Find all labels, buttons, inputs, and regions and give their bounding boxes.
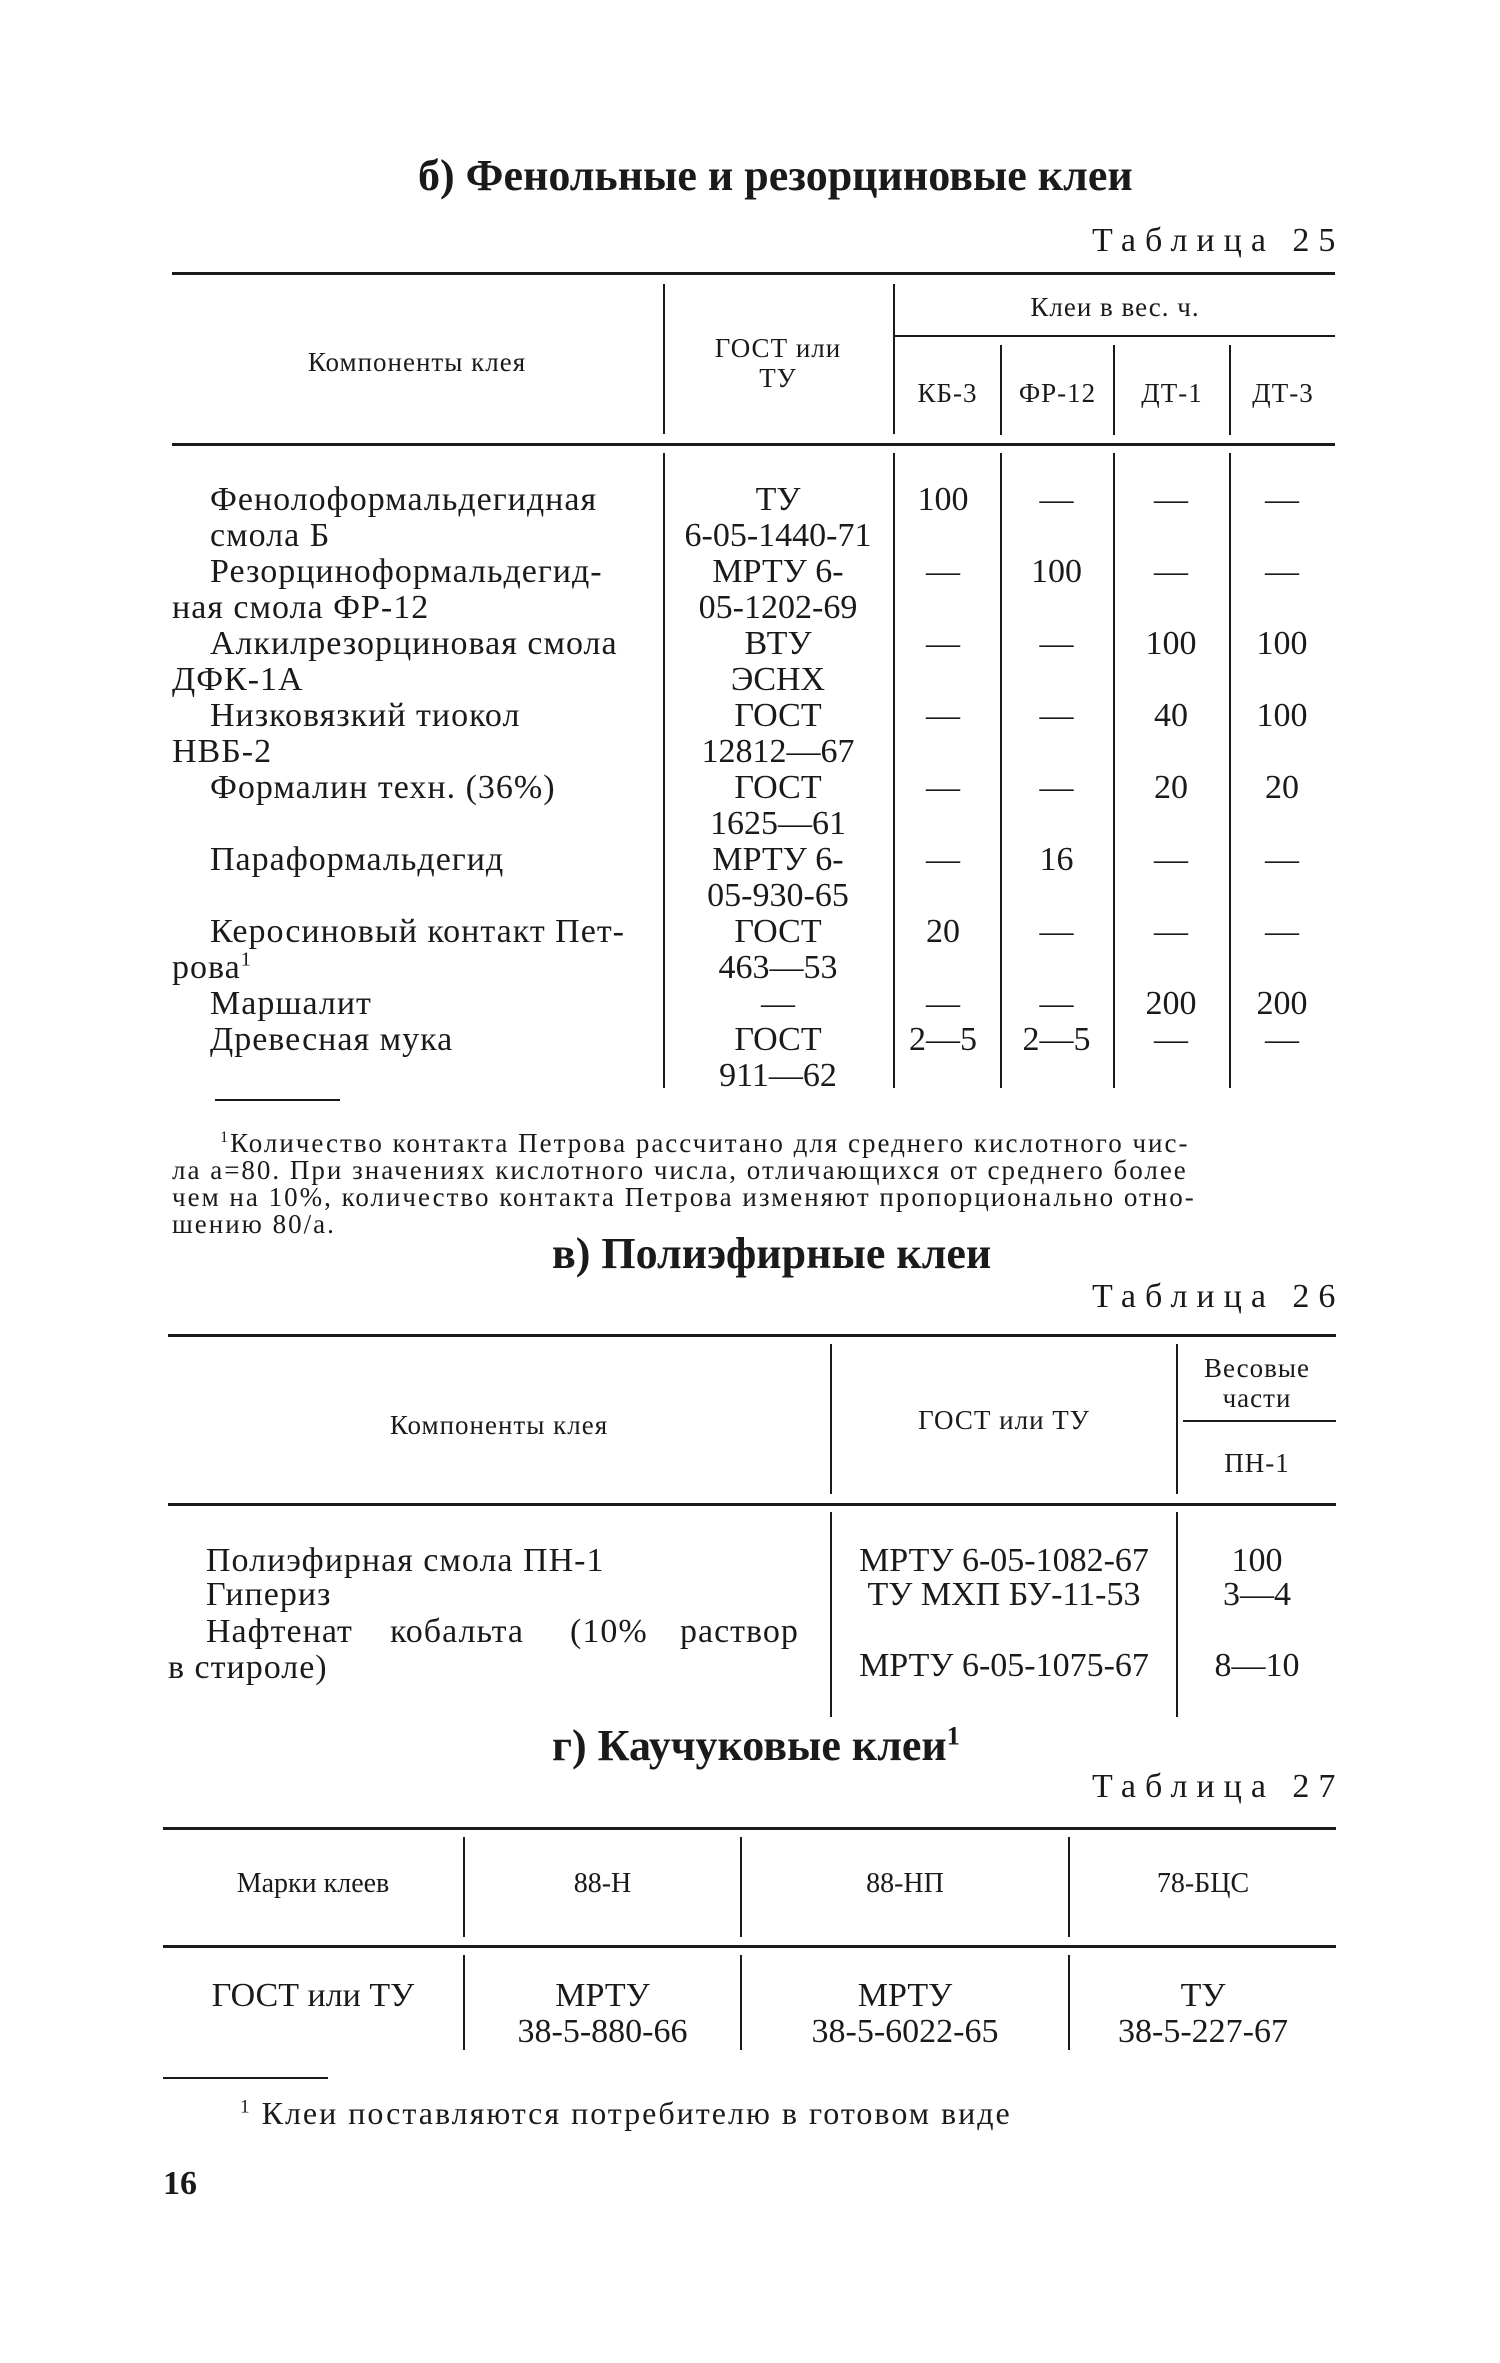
page-number: 16 bbox=[163, 2165, 197, 2202]
component-name: Древесная мука bbox=[210, 1021, 454, 1058]
header-gost-line2: ТУ bbox=[759, 363, 797, 393]
component-name: Керосиновый контакт Пет- bbox=[210, 913, 625, 950]
header-weight-line2: части bbox=[1222, 1383, 1292, 1413]
gost-cell: 12812—67 bbox=[701, 733, 855, 770]
value-cell: — bbox=[926, 697, 960, 734]
header-col-pn1: ПН-1 bbox=[1224, 1448, 1290, 1478]
header-col-kb3: КБ-3 bbox=[917, 378, 978, 408]
value-cell: 200 bbox=[1145, 985, 1197, 1022]
gost-cell: МРТУ 6- bbox=[712, 553, 844, 590]
gost-cell: 05-1202-69 bbox=[698, 589, 858, 626]
header-weight-line1: Весовые bbox=[1203, 1353, 1311, 1383]
value-cell: — bbox=[1039, 697, 1074, 734]
header-gost-line1: ГОСТ или bbox=[714, 333, 842, 363]
gost-cell: 463—53 bbox=[718, 949, 838, 986]
footnote-line: чем на 10%, количество контакта Петрова изменяют пропорционально отно- bbox=[172, 1182, 1196, 1212]
footnote-mark: 1 bbox=[946, 1720, 960, 1751]
row-label: ГОСТ или ТУ bbox=[211, 1977, 415, 2014]
value-cell: — bbox=[1039, 481, 1074, 518]
header-col-dt3: ДТ-3 bbox=[1252, 378, 1314, 408]
gost-cell: 911—62 bbox=[719, 1057, 837, 1094]
gost-cell: ВТУ bbox=[744, 625, 812, 662]
component-name: Маршалит bbox=[210, 985, 372, 1022]
header-col-fr12: ФР-12 bbox=[1018, 378, 1097, 408]
value-cell: 2—5 bbox=[909, 1021, 977, 1058]
footnote-mark: 1 bbox=[220, 1128, 231, 1146]
footnote-mark: 1 bbox=[240, 2096, 252, 2118]
value-cell: — bbox=[1265, 1021, 1299, 1058]
value-cell: 40 bbox=[1154, 697, 1188, 734]
header-brands: Марки клеев bbox=[236, 1868, 390, 1899]
component-name: Резорциноформальдегид- bbox=[210, 553, 603, 590]
component-name: Полиэфирная смола ПН-1 bbox=[206, 1542, 605, 1579]
value-cell: — bbox=[926, 985, 960, 1022]
gost-cell: ЭСНХ bbox=[730, 661, 826, 698]
component-name: Параформальдегид bbox=[210, 841, 505, 878]
component-name: Формалин техн. (36%) bbox=[210, 769, 556, 806]
value-cell: 100 bbox=[1256, 697, 1308, 734]
header-88np: 88-НП bbox=[866, 1868, 944, 1899]
value-cell: 3—4 bbox=[1223, 1576, 1291, 1613]
gost-cell: ТУ bbox=[1180, 1977, 1226, 2014]
value-cell: 100 bbox=[1031, 553, 1082, 590]
value-cell: — bbox=[926, 769, 960, 806]
component-name: ная смола ФР-12 bbox=[172, 589, 430, 626]
component-name: в стироле) bbox=[168, 1649, 328, 1686]
value-cell: 100 bbox=[1256, 625, 1308, 662]
component-name: Фенолоформальдегидная bbox=[210, 481, 598, 518]
gost-cell: МРТУ 6-05-1082-67 bbox=[859, 1542, 1149, 1579]
table-25-caption: Таблица 25 bbox=[1092, 222, 1345, 259]
component-name bbox=[172, 950, 252, 986]
value-cell: — bbox=[1265, 553, 1299, 590]
footnote-text: Клеи поставляются потребителю в готовом виде bbox=[261, 2095, 1012, 2131]
header-col-dt1: ДТ-1 bbox=[1141, 378, 1203, 408]
value-cell: — bbox=[926, 553, 960, 590]
gost-cell: ТУ bbox=[755, 481, 801, 518]
value-cell: — bbox=[1154, 553, 1188, 590]
component-name: смола Б bbox=[210, 517, 331, 554]
value-cell: — bbox=[1039, 985, 1074, 1022]
component-name-word: (10% bbox=[570, 1613, 648, 1650]
header-group: Клеи в вес. ч. bbox=[1030, 292, 1200, 322]
header-components: Компоненты клея bbox=[307, 347, 527, 377]
component-name-word: Нафтенат bbox=[206, 1613, 353, 1650]
value-cell: 100 bbox=[917, 481, 969, 518]
value-cell: — bbox=[1039, 769, 1074, 806]
value-cell: 20 bbox=[1154, 769, 1188, 806]
value-cell: — bbox=[1154, 913, 1188, 950]
gost-cell: ГОСТ bbox=[734, 769, 822, 806]
gost-cell: 1625—61 bbox=[710, 805, 846, 842]
footnote-rule bbox=[163, 2077, 328, 2079]
header-components: Компоненты клея bbox=[389, 1410, 609, 1440]
value-cell: 200 bbox=[1256, 985, 1308, 1022]
header-78bcs: 78-БЦС bbox=[1156, 1868, 1250, 1899]
value-cell: 100 bbox=[1145, 625, 1197, 662]
footnote-mark: 1 bbox=[240, 948, 252, 971]
gost-cell: МРТУ 6- bbox=[712, 841, 844, 878]
value-cell: — bbox=[1265, 481, 1299, 518]
footnote-rule bbox=[215, 1099, 340, 1101]
component-name-word: раствор bbox=[680, 1613, 799, 1650]
component-name-part: рова bbox=[172, 949, 241, 986]
value-cell: — bbox=[926, 625, 960, 662]
gost-cell: ГОСТ bbox=[734, 697, 822, 734]
gost-cell: 05-930-65 bbox=[707, 877, 849, 914]
gost-cell: 38-5-227-67 bbox=[1118, 2013, 1288, 2050]
section-g-heading bbox=[552, 1720, 960, 1771]
footnote-line: шению 80/a. bbox=[172, 1209, 336, 1239]
footnote-line: ла a=80. При значениях кислотного числа, отличающихся от среднего более bbox=[172, 1155, 1188, 1185]
table-27-caption: Таблица 27 bbox=[1092, 1768, 1345, 1805]
footnote-line bbox=[220, 1130, 1189, 1157]
gost-cell: МРТУ 6-05-1075-67 bbox=[859, 1647, 1149, 1684]
gost-cell: МРТУ bbox=[857, 1977, 953, 2014]
component-name: Алкилрезорциновая смола bbox=[210, 625, 618, 662]
value-cell: — bbox=[1154, 1021, 1188, 1058]
table-26-caption: Таблица 26 bbox=[1092, 1278, 1345, 1315]
component-name: ДФК-1А bbox=[172, 661, 304, 698]
component-name: Низковязкий тиокол bbox=[210, 697, 521, 734]
gost-cell: 6-05-1440-71 bbox=[684, 517, 872, 554]
value-cell: — bbox=[1154, 841, 1188, 878]
gost-cell: 38-5-6022-65 bbox=[811, 2013, 999, 2050]
value-cell: 100 bbox=[1231, 1542, 1283, 1579]
section-g-heading-text: г) Каучуковые клеи bbox=[552, 1721, 947, 1770]
value-cell: 20 bbox=[1265, 769, 1299, 806]
gost-cell: МРТУ bbox=[555, 1977, 650, 2014]
value-cell: 20 bbox=[926, 913, 960, 950]
footnote-27 bbox=[240, 2095, 1012, 2132]
value-cell: 16 bbox=[1039, 841, 1074, 878]
gost-cell: 38-5-880-66 bbox=[517, 2013, 688, 2050]
value-cell: — bbox=[1154, 481, 1188, 518]
value-cell: 8—10 bbox=[1214, 1647, 1300, 1684]
component-name: Гипериз bbox=[206, 1576, 332, 1613]
component-name-word: кобальта bbox=[390, 1613, 525, 1650]
header-weight bbox=[1178, 1353, 1336, 1413]
value-cell: — bbox=[1039, 625, 1074, 662]
value-cell: — bbox=[1039, 913, 1074, 950]
gost-cell: ТУ МХП БУ-11-53 bbox=[867, 1576, 1141, 1613]
footnote-text: Количество контакта Петрова рассчитано для среднего кислотного чис- bbox=[230, 1128, 1190, 1158]
gost-cell: ГОСТ bbox=[734, 1021, 822, 1058]
value-cell: — bbox=[1265, 841, 1299, 878]
value-cell: 2—5 bbox=[1022, 1021, 1091, 1058]
header-gost bbox=[665, 333, 891, 393]
value-cell: — bbox=[926, 841, 960, 878]
value-cell: — bbox=[1265, 913, 1299, 950]
section-v-heading: в) Полиэфирные клеи bbox=[552, 1229, 992, 1278]
gost-cell: ГОСТ bbox=[734, 913, 822, 950]
gost-cell: — bbox=[761, 985, 795, 1022]
component-name: НВБ-2 bbox=[172, 733, 273, 770]
header-88n: 88-Н bbox=[573, 1868, 632, 1899]
header-gost: ГОСТ или ТУ bbox=[918, 1405, 1090, 1435]
section-b-heading: б) Фенольные и резорциновые клеи bbox=[418, 151, 1133, 200]
